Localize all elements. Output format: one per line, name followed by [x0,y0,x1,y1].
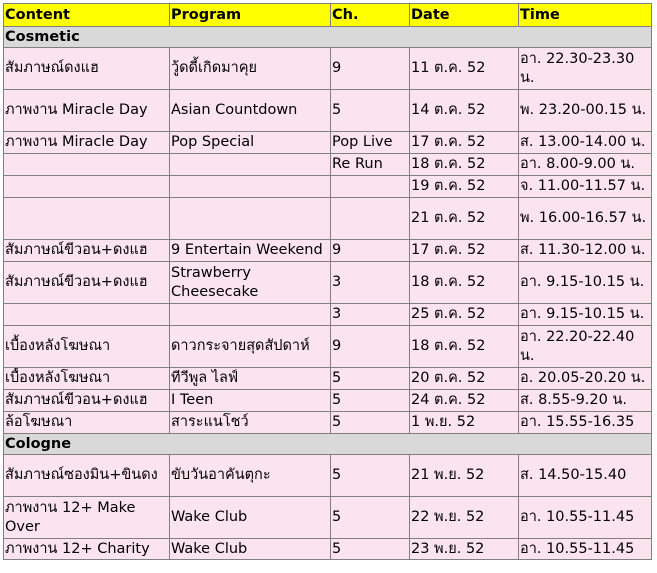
cell-date: 14 ต.ค. 52 [410,90,519,132]
cell-content: สัมภาษณ์ขีวอน+ดงแฮ [4,390,170,412]
header-time: Time [519,4,652,27]
cell-time: ส. 14.50-15.40 [519,455,652,497]
cell-channel: Re Run [331,154,410,176]
cell-date: 21 พ.ย. 52 [410,455,519,497]
cell-channel: 5 [331,539,410,560]
table-row [4,390,652,412]
cell-program: วู้ดดี้เกิดมาคุย [170,48,331,90]
table-row [4,455,652,497]
header-row [4,4,652,27]
cell-channel: 9 [331,240,410,262]
table-row [4,198,652,240]
cell-program: 9 Entertain Weekend [170,240,331,262]
cell-date: 18 ต.ค. 52 [410,262,519,304]
cell-content: สัมภาษณ์ขีวอน+ดงแฮ [4,240,170,262]
cell-content: เบื้องหลังโฆษณา [4,368,170,390]
cell-channel [331,198,410,240]
cell-date: 1 พ.ย. 52 [410,412,519,434]
cell-program: Asian Countdown [170,90,331,132]
table-row [4,48,652,90]
cell-program: ทีวีพูล ไลฟ์ [170,368,331,390]
cell-date: 20 ต.ค. 52 [410,368,519,390]
cell-date: 24 ต.ค. 52 [410,390,519,412]
cell-program [170,304,331,326]
table-row [4,368,652,390]
cell-date: 11 ต.ค. 52 [410,48,519,90]
cell-date: 17 ต.ค. 52 [410,240,519,262]
table-row [4,326,652,368]
cell-date: 22 พ.ย. 52 [410,497,519,539]
table-row [4,539,652,560]
cell-program: Wake Club [170,497,331,539]
cell-program: Pop Special [170,132,331,154]
cell-program [170,198,331,240]
table-row [4,497,652,539]
table-row [4,240,652,262]
cell-channel: 5 [331,390,410,412]
cell-channel: 3 [331,262,410,304]
cell-channel: 5 [331,497,410,539]
cell-content: ภาพงาน Miracle Day [4,132,170,154]
cell-program [170,176,331,198]
cell-time: พ. 23.20-00.15 น. [519,90,652,132]
cell-content: ภาพงาน 12+ Make Over [4,497,170,539]
cell-program: Strawberry Cheesecake [170,262,331,304]
cell-program: สาระแนโชว์ [170,412,331,434]
cell-time: ส. 11.30-12.00 น. [519,240,652,262]
header-channel: Ch. [331,4,410,27]
header-date: Date [410,4,519,27]
cell-content: สัมภาษณ์ซองมิน+ขินดง [4,455,170,497]
cell-content [4,154,170,176]
cell-date: 18 ต.ค. 52 [410,326,519,368]
cell-date: 23 พ.ย. 52 [410,539,519,560]
cell-content [4,198,170,240]
cell-time: อา. 22.20-22.40 น. [519,326,652,368]
header-content: Content [4,4,170,27]
cell-time: ส. 8.55-9.20 น. [519,390,652,412]
cell-content [4,176,170,198]
cell-channel: 3 [331,304,410,326]
cell-program [170,154,331,176]
cell-time: อา. 9.15-10.15 น. [519,304,652,326]
cell-channel [331,176,410,198]
cell-content [4,304,170,326]
table-row [4,412,652,434]
cell-content: ภาพงาน Miracle Day [4,90,170,132]
header-program: Program [170,4,331,27]
section-row-cologne [4,434,652,455]
cell-time: อา. 22.30-23.30 น. [519,48,652,90]
table-row [4,90,652,132]
cell-content: สัมภาษณ์ขีวอน+ดงแฮ [4,262,170,304]
table-row [4,154,652,176]
cell-channel: 9 [331,326,410,368]
section-row-cosmetic [4,27,652,48]
section-title-cosmetic: Cosmetic [4,27,652,48]
cell-date: 21 ต.ค. 52 [410,198,519,240]
cell-time: อา. 15.55-16.35 [519,412,652,434]
cell-date: 19 ต.ค. 52 [410,176,519,198]
cell-channel: 5 [331,368,410,390]
cell-content: เบื้องหลังโฆษณา [4,326,170,368]
cell-content: ล้อโฆษณา [4,412,170,434]
table-row [4,262,652,304]
section-title-cologne: Cologne [4,434,652,455]
cell-date: 25 ต.ค. 52 [410,304,519,326]
cell-time: อา. 10.55-11.45 [519,539,652,560]
cell-program: ดาวกระจายสุดสัปดาห์ [170,326,331,368]
table-row [4,304,652,326]
cell-date: 17 ต.ค. 52 [410,132,519,154]
cell-program: Wake Club [170,539,331,560]
cell-channel: 5 [331,412,410,434]
cell-time: พ. 16.00-16.57 น. [519,198,652,240]
schedule-table [3,3,652,560]
cell-channel: 9 [331,48,410,90]
cell-time: อา. 9.15-10.15 น. [519,262,652,304]
cell-program: I Teen [170,390,331,412]
cell-time: อ. 20.05-20.20 น. [519,368,652,390]
cell-time: อา. 10.55-11.45 [519,497,652,539]
cell-channel: 5 [331,90,410,132]
table-row [4,176,652,198]
cell-content: ภาพงาน 12+ Charity [4,539,170,560]
cell-date: 18 ต.ค. 52 [410,154,519,176]
cell-time: อา. 8.00-9.00 น. [519,154,652,176]
cell-program: ขับวันอาคันตุกะ [170,455,331,497]
cell-channel: Pop Live [331,132,410,154]
cell-time: ส. 13.00-14.00 น. [519,132,652,154]
cell-time: จ. 11.00-11.57 น. [519,176,652,198]
cell-channel: 5 [331,455,410,497]
table-row [4,132,652,154]
cell-content: สัมภาษณ์ดงแฮ [4,48,170,90]
